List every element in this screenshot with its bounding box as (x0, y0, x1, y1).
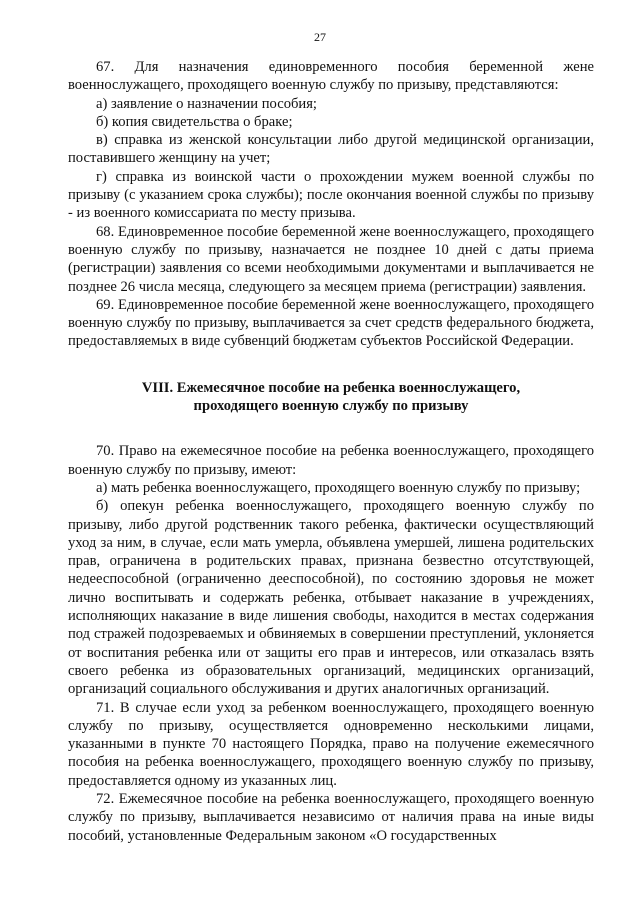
list-item-g: г) справка из воинской части о прохождении мужем военной службы по призыву (с указанием срока службы); после окончания военной службы по призыву - из военного комиссариата по месту призыва. (68, 168, 594, 222)
paragraph-67: 67. Для назначения единовременного пособия беременной жене военнослужащего, проходящего военную службу по призыву, представляются: (68, 59, 594, 94)
section-heading-line1: VIII. Ежемесячное пособие на ребенка военнослужащего, (141, 379, 521, 396)
section-heading (68, 379, 594, 416)
list-item-v: в) справка из женской консультации либо другой медицинской организации, поставившего женщину на учет; (68, 132, 594, 167)
section-heading-line2: проходящего военную службу по призыву (193, 398, 469, 415)
paragraph-68: 68. Единовременное пособие беременной жене военнослужащего, проходящего военную службу по призыву, назначается не позднее 10 дней с даты приема (регистрации) заявления со всеми необходимыми документами и выплачивается не позднее 26 числа месяца, следующего за месяцем приема (регистрации) заявления. (68, 223, 594, 295)
page-number: 27 (314, 30, 326, 44)
paragraph-71: 71. В случае если уход за ребенком военнослужащего, проходящего военную службу по призыву, осуществляется одновременно несколькими лицами, указанными в пункте 70 настоящего Порядка, право на получение ежемесячного пособия на ребенка военнослужащего, проходящего военную службу по призыву, предоставляется одному из указанных лиц. (68, 699, 594, 789)
paragraph-70: 70. Право на ежемесячное пособие на ребенка военнослужащего, проходящего военную службу по призыву, имеют: (68, 443, 594, 478)
list-item-b: б) копия свидетельства о браке; (96, 113, 293, 130)
list-item-a: а) заявление о назначении пособия; (96, 95, 317, 112)
list-item-b-guardian: б) опекун ребенка военнослужащего, проходящего военную службу по призыву, либо другой родственник такого ребенка, фактически осуществляющий уход за ним, в случае, если мать умерла, объявлена умершей, лишена родительских прав, ограничена в родительских правах, признана безвестно отсутствующей, недееспособной (ограниченно дееспособной), по состоянию здоровья не может лично воспитывать и содержать ребенка, отбывает наказание в учреждениях, исполняющих наказание в виде лишения свободы, находится в местах содержания под стражей подозреваемых и обвиняемых в совершении преступлений, уклоняется от воспитания ребенка или от защиты его прав и интересов, или отказалась взять своего ребенка из образовательных организаций, медицинских организаций, организаций социального обслуживания и других аналогичных организаций. (68, 498, 594, 698)
list-item-a-mother: а) мать ребенка военнослужащего, проходящего военную службу по призыву; (96, 479, 581, 496)
paragraph-69: 69. Единовременное пособие беременной жене военнослужащего, проходящего военную службу по призыву, выплачивается за счет средств федерального бюджета, предоставляемых в виде субвенций бюджетам субъектов Российской Федерации. (68, 296, 594, 350)
paragraph-72: 72. Ежемесячное пособие на ребенка военнослужащего, проходящего военную службу по призыву, выплачивается независимо от наличия права на иные виды пособий, установленные Федеральным законом «О государственных (68, 790, 594, 844)
document-body (68, 58, 594, 845)
